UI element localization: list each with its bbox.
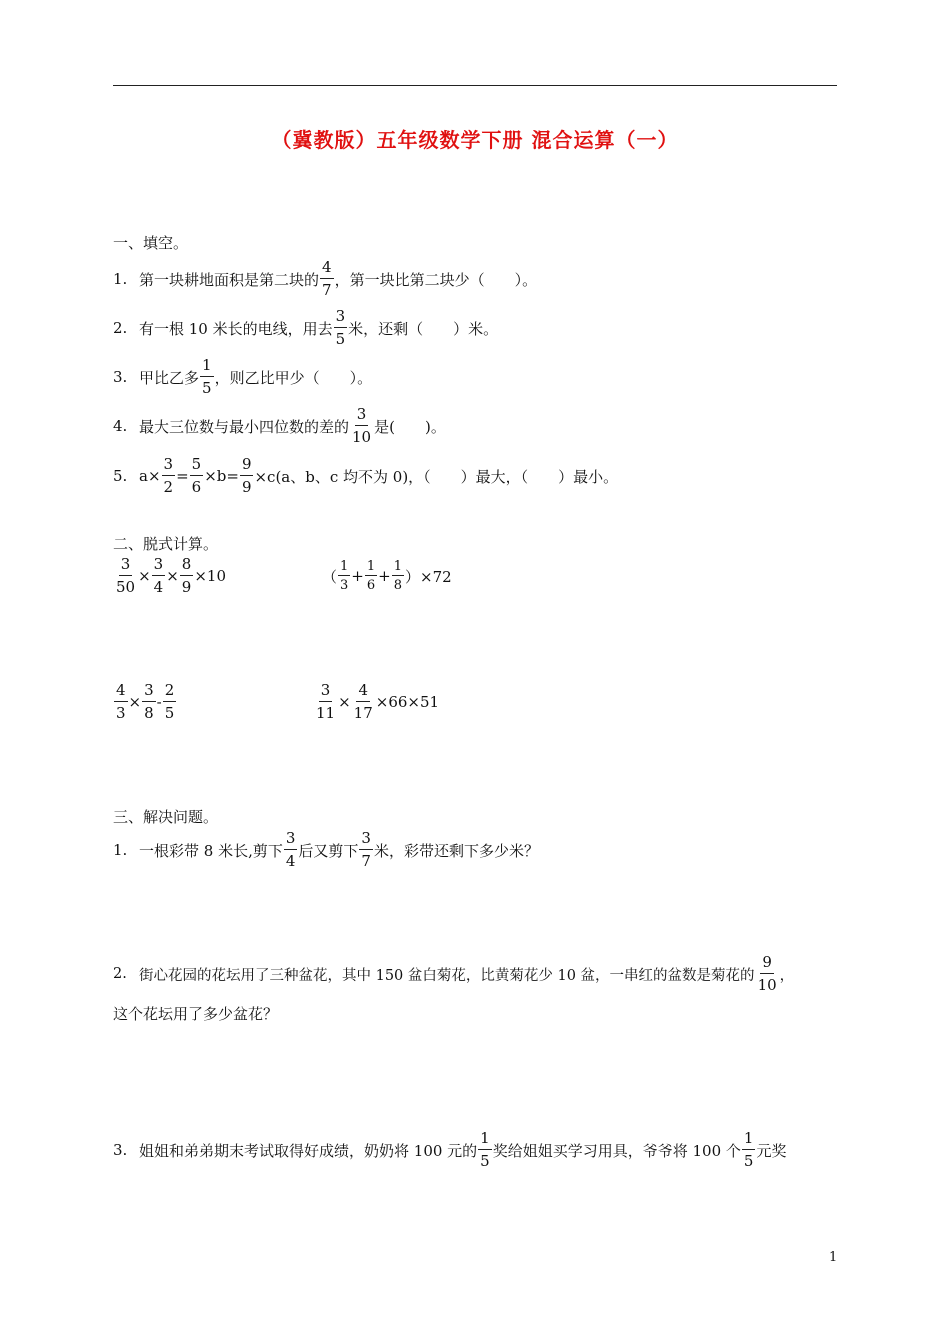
q-number: 5. — [113, 467, 128, 485]
expression-tail: ×10 — [194, 567, 226, 585]
fraction: $\frac{4}{3}$ — [116, 681, 126, 722]
operator: - — [156, 693, 162, 711]
q-text: ， — [779, 967, 795, 984]
word-problem-2-line-2: 这个花坛用了多少盆花？ — [113, 1005, 279, 1023]
q-text: 街心花园的花坛用了三种盆花，其中 150 盆白菊花，比黄菊花少 10 盆，一串红的盆数是菊花的 — [139, 967, 755, 984]
fraction: $\frac{1}{3}$ — [340, 559, 349, 593]
q-text: 第一块耕地面积是第二块的 — [139, 270, 320, 289]
q-text: ，第一块比第二块少（ ）。 — [334, 270, 538, 289]
q-number: 2. — [113, 966, 127, 982]
section-1-heading: 一、填空。 — [113, 234, 189, 252]
operator: + — [351, 567, 364, 585]
header-rule — [113, 85, 837, 86]
fraction: $\frac{1}{5}$ — [480, 1129, 490, 1170]
q-text: a× — [139, 467, 161, 485]
fill-question-1 — [113, 251, 537, 307]
page-title: （冀教版）五年级数学下册 混合运算（一） — [271, 128, 679, 152]
q-text: 是( )。 — [374, 417, 446, 436]
calc-expression-3 — [113, 674, 177, 730]
q-text: 姐姐和弟弟期末考试取得好成绩，奶奶将 100 元的 — [139, 1141, 478, 1160]
fraction: $\frac{3}{4}$ — [153, 555, 164, 596]
q-text: 一根彩带 8 米长,剪下 — [139, 841, 283, 860]
fraction: $\frac{4}{17}$ — [353, 681, 373, 722]
fraction: $\frac{3}{10}$ — [352, 405, 372, 446]
q-text: ×b= — [204, 467, 239, 485]
page-number: 1 — [829, 1250, 838, 1265]
operator: × — [338, 693, 351, 711]
q-text: 最大三位数与最小四位数的差的 — [139, 417, 350, 436]
fill-question-3 — [113, 349, 372, 405]
q-text: = — [176, 467, 189, 485]
q-number: 3. — [113, 1141, 128, 1159]
fill-question-4 — [113, 398, 446, 454]
q-number: 1. — [113, 270, 128, 288]
q-text: 甲比乙多 — [139, 368, 200, 387]
section-3-heading: 三、解决问题。 — [113, 808, 219, 826]
paren: （ — [322, 567, 338, 586]
fraction: $\frac{5}{6}$ — [191, 455, 202, 496]
fraction: $\frac{3}{7}$ — [361, 829, 371, 870]
word-problem-2 — [113, 946, 794, 1002]
fraction: $\frac{9}{9}$ — [241, 455, 252, 496]
q-text: 米，还剩（ ）米。 — [348, 319, 499, 338]
q-number: 3. — [113, 368, 128, 386]
fraction: $\frac{3}{2}$ — [163, 455, 174, 496]
operator: × — [138, 567, 151, 585]
q-number: 4. — [113, 417, 128, 435]
calc-expression-1 — [113, 548, 226, 604]
q-text: 元奖 — [756, 1141, 787, 1160]
operator: + — [378, 567, 391, 585]
word-problem-1 — [113, 822, 539, 878]
fraction: $\frac{3}{50}$ — [116, 555, 136, 596]
operator: × — [166, 567, 179, 585]
q-number: 2. — [113, 319, 128, 337]
fraction: $\frac{1}{6}$ — [366, 559, 376, 593]
calc-expression-4 — [313, 674, 439, 730]
fraction: $\frac{1}{5}$ — [743, 1129, 754, 1170]
fraction: $\frac{2}{5}$ — [164, 681, 175, 722]
q-number: 1. — [113, 841, 128, 859]
word-problem-3 — [113, 1122, 786, 1178]
expression-tail: ×66×51 — [375, 693, 440, 711]
q-text: ，则乙比甲少（ ）。 — [214, 368, 373, 387]
q-text: 米，彩带还剩下多少米？ — [373, 841, 539, 860]
fraction: $\frac{3}{5}$ — [335, 307, 346, 348]
fill-question-5 — [113, 448, 618, 504]
fraction: $\frac{1}{8}$ — [393, 559, 403, 593]
calc-expression-2 — [322, 548, 452, 604]
fraction: $\frac{4}{7}$ — [322, 258, 332, 299]
fill-question-2 — [113, 300, 498, 356]
fraction: $\frac{3}{11}$ — [316, 681, 336, 722]
q-text: 有一根 10 米长的电线，用去 — [139, 319, 333, 338]
expression-tail: ）×72 — [405, 567, 452, 586]
fraction: $\frac{3}{4}$ — [285, 829, 296, 870]
q-text: 后又剪下 — [298, 841, 359, 860]
q-text: ×c(a、b、c 均不为 0)，（ ）最大，（ ）最小。 — [254, 467, 619, 486]
fraction: $\frac{9}{10}$ — [757, 953, 777, 994]
section-2-heading: 二、脱式计算。 — [113, 535, 219, 553]
fraction: $\frac{1}{5}$ — [202, 356, 212, 397]
fraction: $\frac{3}{8}$ — [144, 681, 154, 722]
fraction: $\frac{8}{9}$ — [181, 555, 192, 596]
operator: × — [128, 693, 142, 711]
q-text: 奖给姐姐买学习用具，爷爷将 100 个 — [492, 1141, 741, 1160]
